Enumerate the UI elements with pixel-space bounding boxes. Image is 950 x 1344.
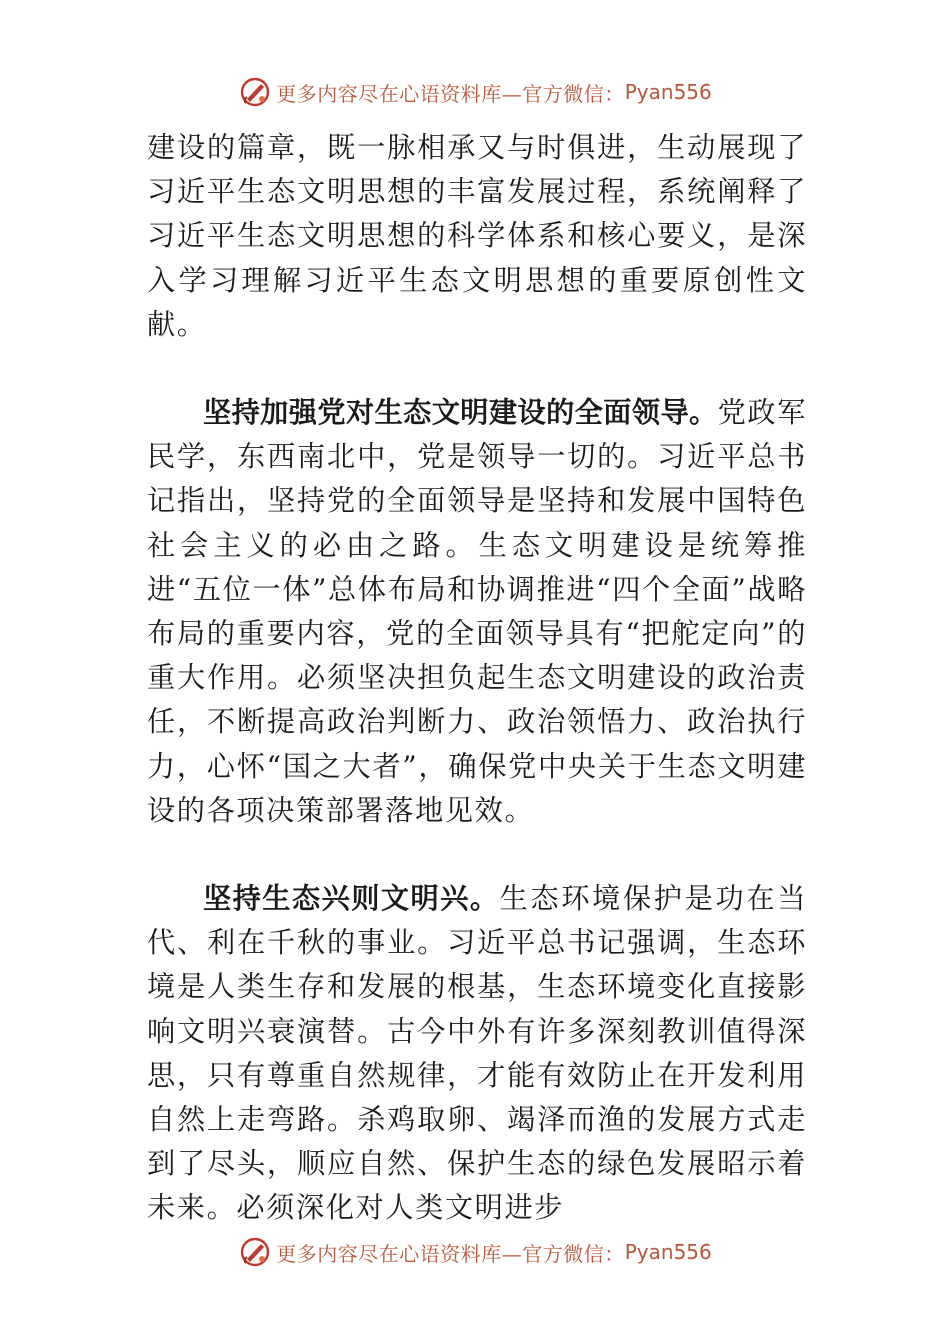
header-banner	[0, 72, 950, 112]
paragraph-3-body: 生态环境保护是功在当代、利在千秋的事业。习近平总书记强调，生态环境是人类生存和发展的根基，生态环境变化直接影响文明兴衰演替。古今中外有许多深刻教训值得深思，只有尊重自然规律，才能有效防止在开发利用自然上走弯路。杀鸡取卵、竭泽而渔的发展方式走到了尽头，顺应自然、保护生态的绿色发展昭示着未来。必须深化对人类文明进步	[147, 882, 807, 1225]
banner-text: 更多内容尽在心语资料库—官方微信：	[276, 81, 625, 106]
banner-wechat-id: Pyan556	[624, 1240, 712, 1264]
footer-banner	[0, 1232, 950, 1272]
brush-logo-icon	[238, 75, 272, 109]
paragraph-3-lead: 坚持生态兴则文明兴。	[203, 882, 500, 916]
banner-text: 更多内容尽在心语资料库—官方微信：	[276, 1241, 625, 1266]
paragraph-2	[147, 391, 807, 833]
paragraph-1-body: 建设的篇章，既一脉相承又与时俱进，生动展现了习近平生态文明思想的丰富发展过程，系统阐释了习近平生态文明思想的科学体系和核心要义，是深入学习理解习近平生态文明思想的重要原创性文献。	[147, 131, 807, 341]
document-body	[147, 126, 807, 1231]
banner-wechat-id: Pyan556	[624, 80, 712, 104]
paragraph-2-lead: 坚持加强党对生态文明建设的全面领导。	[203, 396, 718, 430]
paragraph-2-body: 党政军民学，东西南北中，党是领导一切的。习近平总书记指出，坚持党的全面领导是坚持和发展中国特色社会主义的必由之路。生态文明建设是统筹推进“五位一体”总体布局和协调推进“四个全面”战略布局的重要内容，党的全面领导具有“把舵定向”的重大作用。必须坚决担负起生态文明建设的政治责任，不断提高政治判断力、政治领悟力、政治执行力，心怀“国之大者”，确保党中央关于生态文明建设的各项决策部署落地见效。	[147, 396, 807, 827]
paragraph-1	[147, 126, 807, 347]
paragraph-3	[147, 877, 807, 1231]
brush-logo-icon	[238, 1235, 272, 1269]
